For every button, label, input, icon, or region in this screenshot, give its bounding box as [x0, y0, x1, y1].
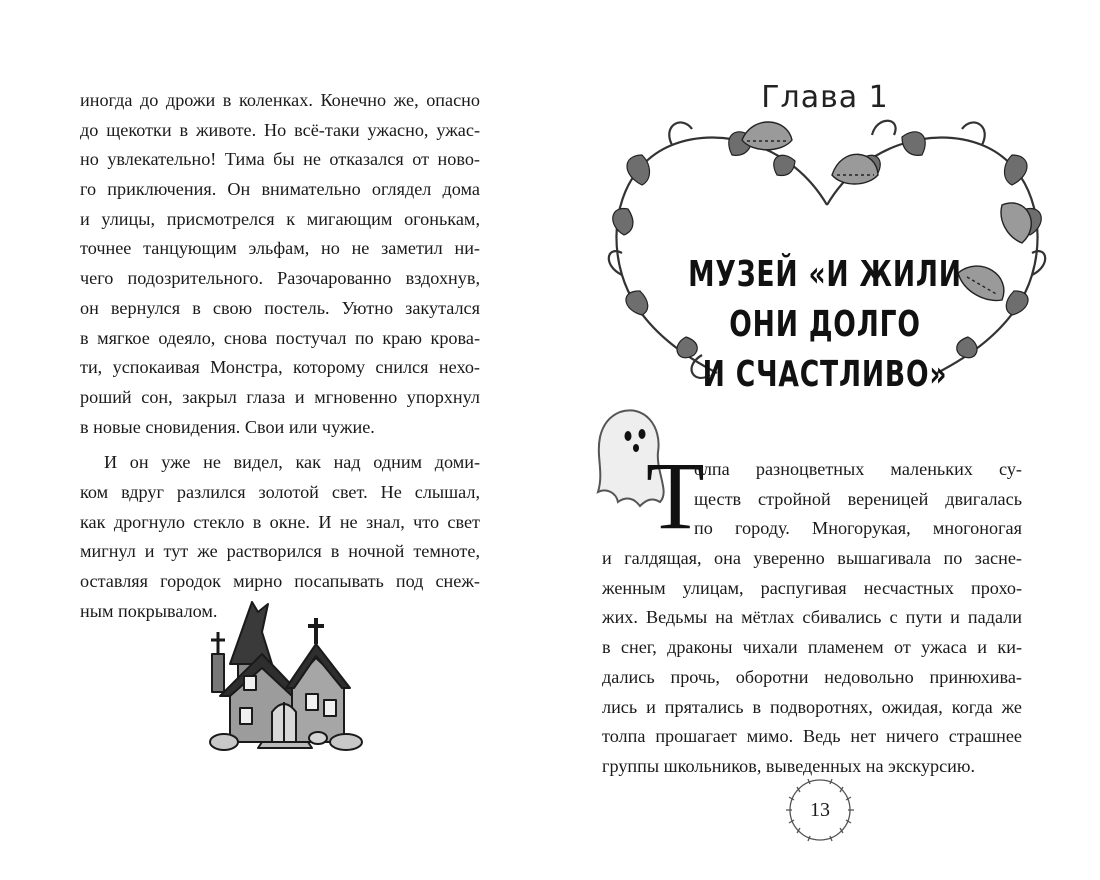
chapter-title-line: И СЧАСТЛИВО»	[702, 354, 948, 395]
chapter-title-line: ОНИ ДОЛГО	[729, 304, 921, 345]
text-line: ти, успокаивая Монстра, которому снился нехо-	[80, 357, 480, 378]
chapter-title-line: МУЗЕЙ «И ЖИЛИ	[688, 254, 962, 295]
text-line: в новые сновидения. Свои или чужие.	[80, 416, 375, 437]
text-line: точнее танцующим эльфам, но не заметил ни-	[80, 238, 480, 259]
text-line: ком вдруг разлился золотой свет. Не слышал,	[80, 481, 480, 502]
text-line: олпа разноцветных маленьких су-	[694, 459, 1022, 479]
text-line: И он уже не видел, как над одним доми-	[104, 452, 480, 473]
text-line: по городу. Многорукая, многоногая	[694, 518, 1022, 539]
page-number-badge	[780, 770, 860, 850]
text-line: в снег, драконы чихали пламенем от ужаса и ки-	[602, 637, 1022, 658]
text-line: го приключения. Он внимательно оглядел дома	[80, 179, 480, 200]
text-line: группы школьников, выведенных на экскурсию.	[602, 755, 976, 776]
left-text-column	[80, 86, 480, 626]
text-line: ным покрывалом.	[80, 600, 218, 621]
text-line: и улицы, присмотрелся к мигающим огонькам,	[80, 208, 480, 229]
text-line: женным улицам, распугивая несчастных прохо-	[602, 577, 1022, 598]
chapter-label: Глава 1	[761, 80, 889, 115]
chapter-title	[600, 250, 1051, 400]
drop-cap: Т	[646, 442, 705, 549]
page-number: 13	[810, 799, 830, 821]
right-page	[550, 0, 1100, 880]
text-line: в мягкое одеяло, снова постучал по краю крова-	[80, 327, 480, 348]
text-line: чего подозрительного. Разочарованно вздохнув,	[80, 268, 480, 289]
text-line: толпа прошагает мимо. Ведь нет ничего страшнее	[602, 726, 1022, 747]
text-line: он вернулся в свою постель. Уютно закутался	[80, 297, 480, 318]
text-line: до щекотки в животе. Но всё-таки ужасно, ужас-	[80, 119, 480, 140]
text-line: лись и прятались в подворотнях, ожидая, когда же	[602, 696, 1022, 717]
text-line: жих. Ведьмы на мётлах сбивались с пути и падали	[602, 607, 1022, 628]
text-line: иногда до дрожи в коленках. Конечно же, опасно	[80, 90, 480, 110]
text-line: но увлекательно! Тима бы не отказался от ново-	[80, 149, 480, 170]
text-line: мигнул и тут же растворился в ночной темноте,	[80, 541, 480, 562]
haunted-house-icon	[200, 592, 370, 752]
text-line: ществ стройной вереницей двигалась	[694, 488, 1022, 509]
text-line: дались прочь, оборотни недовольно принюхива-	[602, 666, 1022, 687]
right-text-column	[602, 455, 1022, 782]
text-line: роший сон, закрыл глаза и мгновенно упорхнул	[80, 386, 480, 407]
text-line: оставляя городок мирно посапывать под снеж-	[80, 571, 480, 591]
text-line: как дрогнуло стекло в окне. И не знал, что свет	[80, 511, 480, 532]
text-line: и галдящая, она уверенно вышагивала по засне-	[602, 548, 1022, 569]
